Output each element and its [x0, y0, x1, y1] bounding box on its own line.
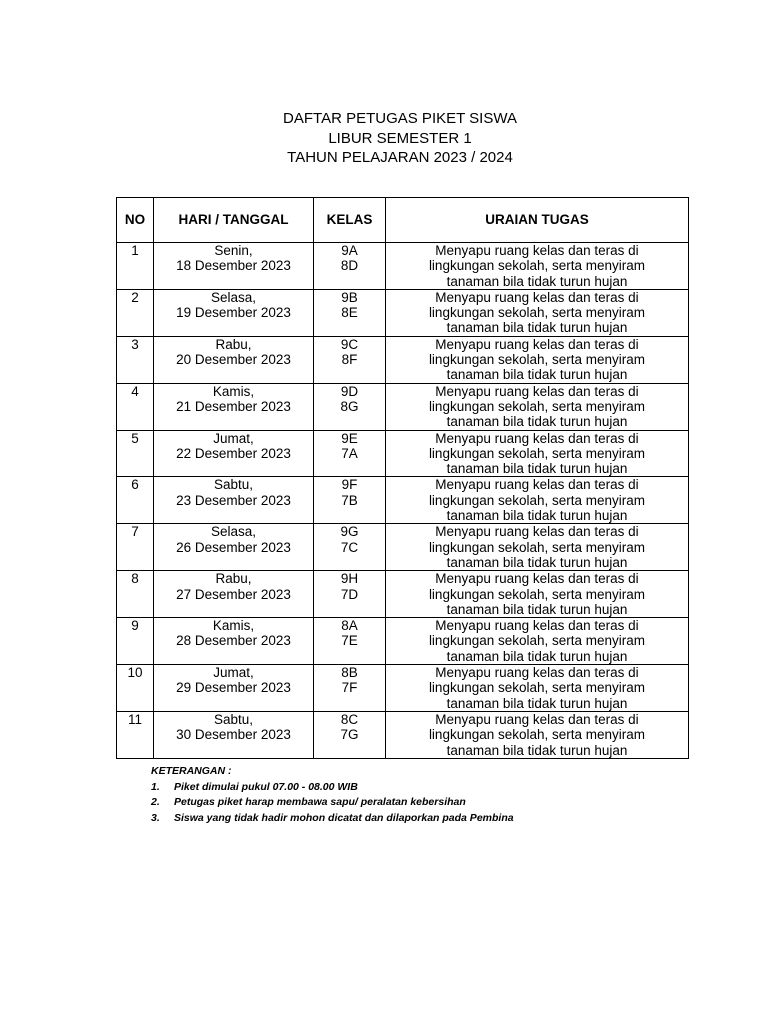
row-number: 9 — [131, 618, 139, 634]
cell-task — [386, 383, 689, 430]
task-line-3: tanaman bila tidak turun hujan — [446, 554, 628, 570]
class-secondary: 8D — [340, 258, 359, 274]
table-header-row — [117, 198, 689, 243]
class-primary: 9C — [340, 336, 359, 352]
cell-no — [117, 618, 154, 665]
day-name: Rabu, — [215, 336, 252, 352]
cell-day-date — [154, 243, 314, 290]
note-text: Siswa yang tidak hadir mohon dicatat dan dilaporkan pada Pembina — [174, 811, 514, 824]
class-primary: 9F — [341, 477, 358, 493]
class-secondary: 7A — [341, 445, 358, 461]
task-line-2: lingkungan sekolah, serta menyiram — [428, 633, 646, 649]
row-number: 8 — [131, 571, 139, 587]
date-text: 29 Desember 2023 — [176, 680, 291, 696]
header-task: URAIAN TUGAS — [386, 198, 689, 243]
task-line-3: tanaman bila tidak turun hujan — [446, 695, 628, 711]
task-line-3: tanaman bila tidak turun hujan — [446, 273, 628, 289]
task-line-2: lingkungan sekolah, serta menyiram — [428, 258, 646, 274]
cell-day-date — [154, 665, 314, 712]
cell-day-date — [154, 430, 314, 477]
task-line-1: Menyapu ruang kelas dan teras di — [435, 477, 639, 493]
header-no: NO — [117, 198, 154, 243]
date-text: 21 Desember 2023 — [176, 398, 291, 414]
class-secondary: 7F — [341, 680, 358, 696]
roster-table — [116, 197, 689, 759]
table-row — [117, 711, 689, 758]
date-text: 26 Desember 2023 — [176, 539, 291, 555]
cell-no — [117, 430, 154, 477]
task-line-1: Menyapu ruang kelas dan teras di — [435, 665, 639, 681]
day-name: Selasa, — [210, 289, 257, 305]
class-primary: 8A — [341, 618, 358, 634]
cell-class — [314, 383, 386, 430]
task-line-1: Menyapu ruang kelas dan teras di — [435, 711, 639, 727]
cell-day-date — [154, 477, 314, 524]
day-name: Jumat, — [213, 665, 254, 681]
day-name: Rabu, — [215, 571, 252, 587]
class-secondary: 7E — [341, 633, 358, 649]
document-title — [0, 109, 768, 168]
date-text: 22 Desember 2023 — [176, 445, 291, 461]
day-name: Jumat, — [213, 430, 254, 446]
cell-class — [314, 665, 386, 712]
class-primary: 9B — [341, 289, 358, 305]
task-line-2: lingkungan sekolah, serta menyiram — [428, 305, 646, 321]
day-name: Kamis, — [212, 383, 255, 399]
task-line-1: Menyapu ruang kelas dan teras di — [435, 571, 639, 587]
class-primary: 8C — [340, 711, 359, 727]
cell-class — [314, 243, 386, 290]
task-line-2: lingkungan sekolah, serta menyiram — [428, 445, 646, 461]
task-line-1: Menyapu ruang kelas dan teras di — [435, 524, 639, 540]
task-line-2: lingkungan sekolah, serta menyiram — [428, 352, 646, 368]
note-item — [151, 780, 514, 796]
task-line-1: Menyapu ruang kelas dan teras di — [435, 336, 639, 352]
class-secondary: 7B — [341, 492, 358, 508]
cell-task — [386, 336, 689, 383]
note-item — [151, 811, 514, 827]
cell-day-date — [154, 524, 314, 571]
date-text: 30 Desember 2023 — [176, 727, 291, 743]
row-number: 4 — [131, 383, 139, 399]
cell-no — [117, 336, 154, 383]
table-row — [117, 289, 689, 336]
task-line-1: Menyapu ruang kelas dan teras di — [435, 430, 639, 446]
task-line-2: lingkungan sekolah, serta menyiram — [428, 727, 646, 743]
class-secondary: 7C — [340, 539, 359, 555]
class-primary: 8B — [341, 665, 358, 681]
title-line-2: LIBUR SEMESTER 1 — [328, 129, 472, 147]
task-line-1: Menyapu ruang kelas dan teras di — [435, 289, 639, 305]
task-line-2: lingkungan sekolah, serta menyiram — [428, 398, 646, 414]
task-line-3: tanaman bila tidak turun hujan — [446, 742, 628, 758]
cell-no — [117, 477, 154, 524]
cell-class — [314, 711, 386, 758]
cell-day-date — [154, 571, 314, 618]
date-text: 18 Desember 2023 — [176, 258, 291, 274]
table-row — [117, 524, 689, 571]
day-name: Sabtu, — [213, 477, 254, 493]
class-secondary: 8G — [340, 398, 359, 414]
cell-no — [117, 243, 154, 290]
cell-day-date — [154, 711, 314, 758]
class-secondary: 8E — [341, 305, 358, 321]
cell-task — [386, 289, 689, 336]
title-line-3: TAHUN PELAJARAN 2023 / 2024 — [287, 149, 513, 166]
note-text: Petugas piket harap membawa sapu/ peralatan kebersihan — [174, 796, 466, 808]
header-day-date: HARI / TANGGAL — [154, 198, 314, 243]
day-name: Senin, — [214, 243, 253, 258]
cell-day-date — [154, 383, 314, 430]
row-number: 7 — [131, 524, 139, 540]
task-line-3: tanaman bila tidak turun hujan — [446, 601, 628, 617]
class-primary: 9E — [341, 430, 358, 446]
cell-class — [314, 618, 386, 665]
row-number: 1 — [131, 243, 139, 258]
row-number: 11 — [127, 711, 142, 727]
note-text: Piket dimulai pukul 07.00 - 08.00 WIB — [174, 780, 358, 793]
header-class: KELAS — [314, 198, 386, 243]
class-secondary: 7D — [340, 586, 359, 602]
cell-class — [314, 289, 386, 336]
date-text: 28 Desember 2023 — [176, 633, 291, 649]
task-line-3: tanaman bila tidak turun hujan — [446, 461, 628, 477]
cell-class — [314, 336, 386, 383]
class-primary: 9H — [340, 571, 359, 587]
task-line-1: Menyapu ruang kelas dan teras di — [435, 243, 639, 258]
row-number: 10 — [127, 665, 143, 681]
notes-list — [151, 780, 514, 827]
cell-class — [314, 571, 386, 618]
cell-class — [314, 477, 386, 524]
day-name: Kamis, — [212, 618, 255, 634]
note-number: 2. — [151, 796, 160, 808]
note-number: 1. — [151, 780, 160, 793]
table-row — [117, 430, 689, 477]
date-text: 19 Desember 2023 — [176, 305, 291, 321]
table-row — [117, 383, 689, 430]
cell-no — [117, 665, 154, 712]
cell-task — [386, 524, 689, 571]
table-row — [117, 243, 689, 290]
date-text: 20 Desember 2023 — [176, 352, 291, 368]
cell-day-date — [154, 336, 314, 383]
notes-section — [151, 764, 514, 826]
cell-task — [386, 711, 689, 758]
table-row — [117, 571, 689, 618]
day-name: Selasa, — [210, 524, 257, 540]
cell-task — [386, 571, 689, 618]
task-line-3: tanaman bila tidak turun hujan — [446, 414, 628, 430]
row-number: 5 — [131, 430, 139, 446]
notes-heading: KETERANGAN : — [151, 765, 232, 777]
task-line-3: tanaman bila tidak turun hujan — [446, 508, 628, 524]
task-line-1: Menyapu ruang kelas dan teras di — [435, 618, 639, 634]
task-line-2: lingkungan sekolah, serta menyiram — [428, 586, 646, 602]
table-row — [117, 336, 689, 383]
task-line-3: tanaman bila tidak turun hujan — [446, 367, 628, 383]
cell-day-date — [154, 289, 314, 336]
task-line-2: lingkungan sekolah, serta menyiram — [428, 492, 646, 508]
class-secondary: 7G — [340, 727, 359, 743]
date-text: 27 Desember 2023 — [176, 586, 291, 602]
table-row — [117, 477, 689, 524]
cell-task — [386, 665, 689, 712]
cell-task — [386, 477, 689, 524]
table-row — [117, 618, 689, 665]
row-number: 2 — [131, 289, 139, 305]
task-line-3: tanaman bila tidak turun hujan — [446, 648, 628, 664]
class-primary: 9G — [340, 524, 359, 540]
day-name: Sabtu, — [213, 711, 254, 727]
task-line-2: lingkungan sekolah, serta menyiram — [428, 680, 646, 696]
cell-no — [117, 383, 154, 430]
task-line-3: tanaman bila tidak turun hujan — [446, 320, 628, 336]
date-text: 23 Desember 2023 — [176, 492, 291, 508]
table-row — [117, 665, 689, 712]
cell-class — [314, 524, 386, 571]
class-primary: 9A — [341, 243, 358, 258]
cell-no — [117, 711, 154, 758]
title-line-1: DAFTAR PETUGAS PIKET SISWA — [283, 110, 517, 127]
note-item — [151, 795, 514, 811]
cell-task — [386, 618, 689, 665]
task-line-1: Menyapu ruang kelas dan teras di — [435, 383, 639, 399]
cell-task — [386, 243, 689, 290]
class-primary: 9D — [340, 383, 359, 399]
note-number: 3. — [151, 811, 160, 824]
cell-no — [117, 571, 154, 618]
row-number: 6 — [131, 477, 139, 493]
task-line-2: lingkungan sekolah, serta menyiram — [428, 539, 646, 555]
cell-no — [117, 289, 154, 336]
cell-task — [386, 430, 689, 477]
class-secondary: 8F — [341, 352, 358, 368]
cell-no — [117, 524, 154, 571]
cell-day-date — [154, 618, 314, 665]
row-number: 3 — [131, 336, 139, 352]
cell-class — [314, 430, 386, 477]
